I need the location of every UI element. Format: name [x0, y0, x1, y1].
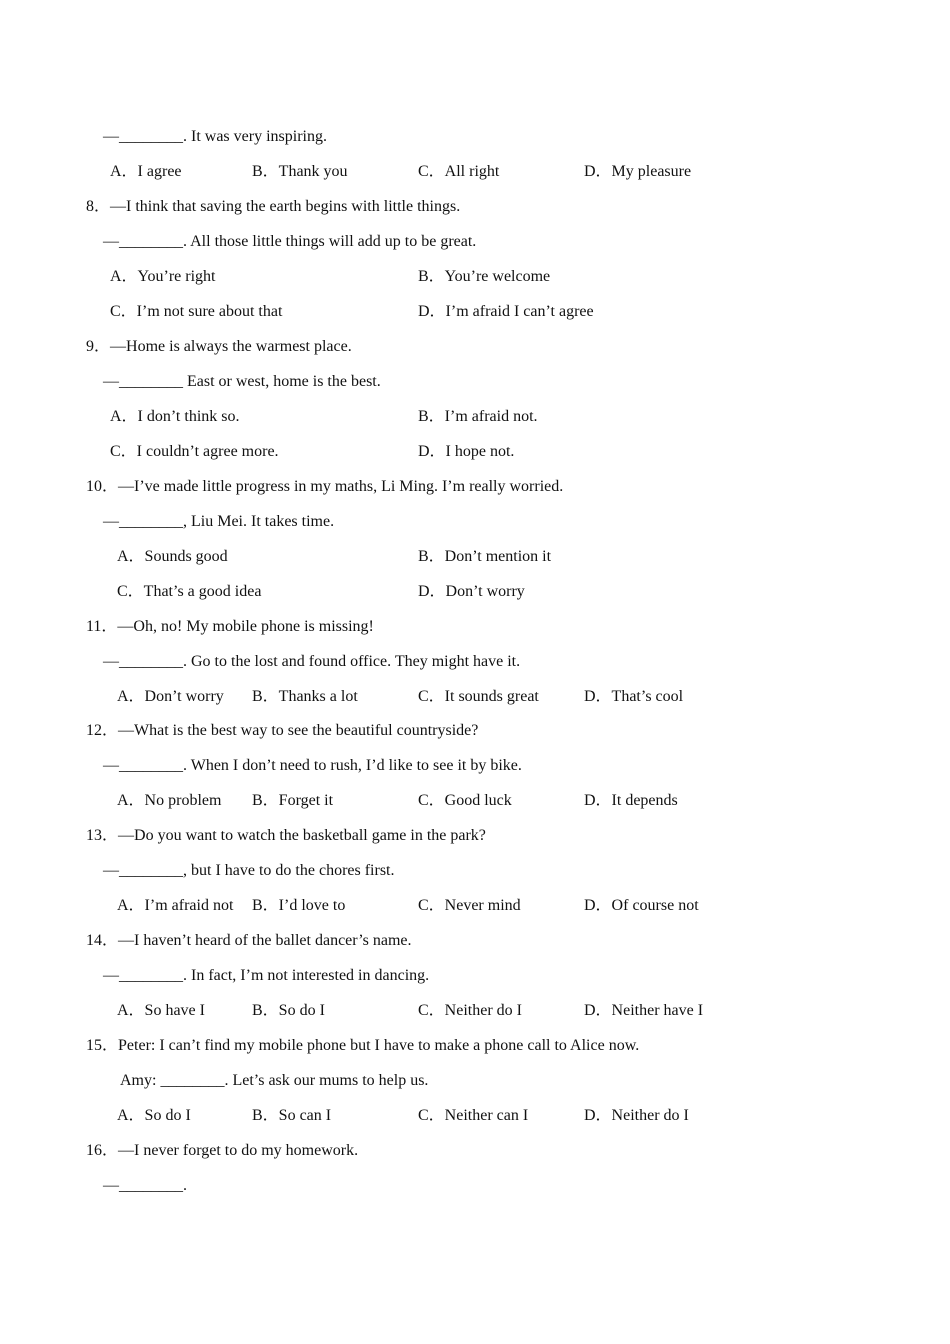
- answer-line: —________.: [103, 1177, 187, 1194]
- option-b: B．So can I: [252, 1107, 332, 1124]
- option-d: D．Neither have I: [584, 1002, 704, 1019]
- question-text: Peter: I can’t find my mobile phone but I have to make a phone call to Alice now.: [118, 1037, 640, 1054]
- option-d: D．Of course not: [584, 897, 699, 914]
- option-b: B．I’m afraid not.: [418, 408, 538, 425]
- option-d: D．I’m afraid I can’t agree: [418, 303, 594, 320]
- option-c: C．I’m not sure about that: [110, 303, 283, 320]
- option-c: C．Neither can I: [418, 1107, 529, 1124]
- question-16-prompt: [86, 1141, 358, 1161]
- option-c: C．Good luck: [418, 792, 512, 809]
- question-10-prompt: [86, 477, 563, 497]
- question-number: 10．: [86, 478, 119, 495]
- question-text: —I never forget to do my homework.: [118, 1142, 359, 1159]
- option-a: A．I’m afraid not: [117, 897, 234, 914]
- option-b: B．I’d love to: [252, 897, 346, 914]
- question-number: 9．: [86, 338, 111, 355]
- option-a: A．I agree: [110, 163, 182, 180]
- answer-line: —________ East or west, home is the best.: [103, 373, 381, 390]
- option-c: C．That’s a good idea: [117, 583, 262, 600]
- question-number: 12．: [86, 722, 119, 739]
- answer-line: —________, Liu Mei. It takes time.: [103, 513, 335, 530]
- option-c: C．All right: [418, 163, 500, 180]
- option-b: B．Thanks a lot: [252, 688, 358, 705]
- option-a: A．Sounds good: [117, 548, 228, 565]
- question-number: 14．: [86, 932, 119, 949]
- question-text: —I think that saving the earth begins with little things.: [110, 198, 461, 215]
- option-d: D．It depends: [584, 792, 678, 809]
- option-c: C．I couldn’t agree more.: [110, 443, 279, 460]
- question-text: —I’ve made little progress in my maths, Li Ming. I’m really worried.: [118, 478, 564, 495]
- answer-line: —________. In fact, I’m not interested in dancing.: [103, 967, 430, 984]
- question-number: 16．: [86, 1142, 119, 1159]
- question-8-prompt: [86, 197, 460, 217]
- option-a: A．No problem: [117, 792, 222, 809]
- question-9-prompt: [86, 337, 352, 357]
- option-b: B．Thank you: [252, 163, 348, 180]
- question-text: —Home is always the warmest place.: [110, 338, 352, 355]
- question-number: 13．: [86, 827, 119, 844]
- answer-line: —________. Go to the lost and found office. They might have it.: [103, 653, 521, 670]
- option-a: A．Don’t worry: [117, 688, 224, 705]
- answer-line: —________. All those little things will add up to be great.: [103, 233, 477, 250]
- question-number: 11．: [86, 618, 118, 635]
- option-d: D．That’s cool: [584, 688, 684, 705]
- question-text: —Do you want to watch the basketball game in the park?: [118, 827, 486, 844]
- option-c: C．It sounds great: [418, 688, 539, 705]
- question-14-prompt: [86, 931, 412, 951]
- option-b: B．Don’t mention it: [418, 548, 552, 565]
- option-b: B．So do I: [252, 1002, 325, 1019]
- answer-line: —________. It was very inspiring.: [103, 128, 327, 145]
- option-d: D．My pleasure: [584, 163, 692, 180]
- question-text: —Oh, no! My mobile phone is missing!: [117, 618, 374, 635]
- option-a: A．You’re right: [110, 268, 216, 285]
- option-d: D．I hope not.: [418, 443, 515, 460]
- option-c: C．Never mind: [418, 897, 521, 914]
- question-15-prompt: [86, 1036, 639, 1056]
- option-d: D．Neither do I: [584, 1107, 689, 1124]
- question-number: 8．: [86, 198, 111, 215]
- question-11-prompt: [86, 617, 374, 637]
- option-a: A．I don’t think so.: [110, 408, 240, 425]
- question-number: 15．: [86, 1037, 119, 1054]
- question-12-prompt: [86, 721, 478, 741]
- question-text: —What is the best way to see the beautiful countryside?: [118, 722, 479, 739]
- option-b: B．Forget it: [252, 792, 334, 809]
- question-13-prompt: [86, 826, 486, 846]
- option-a: A．So have I: [117, 1002, 205, 1019]
- answer-line: Amy: ________. Let’s ask our mums to help us.: [120, 1072, 429, 1089]
- option-d: D．Don’t worry: [418, 583, 525, 600]
- option-b: B．You’re welcome: [418, 268, 551, 285]
- option-c: C．Neither do I: [418, 1002, 522, 1019]
- answer-line: —________, but I have to do the chores first.: [103, 862, 395, 879]
- answer-line: —________. When I don’t need to rush, I’d like to see it by bike.: [103, 757, 522, 774]
- question-text: —I haven’t heard of the ballet dancer’s name.: [118, 932, 412, 949]
- option-a: A．So do I: [117, 1107, 191, 1124]
